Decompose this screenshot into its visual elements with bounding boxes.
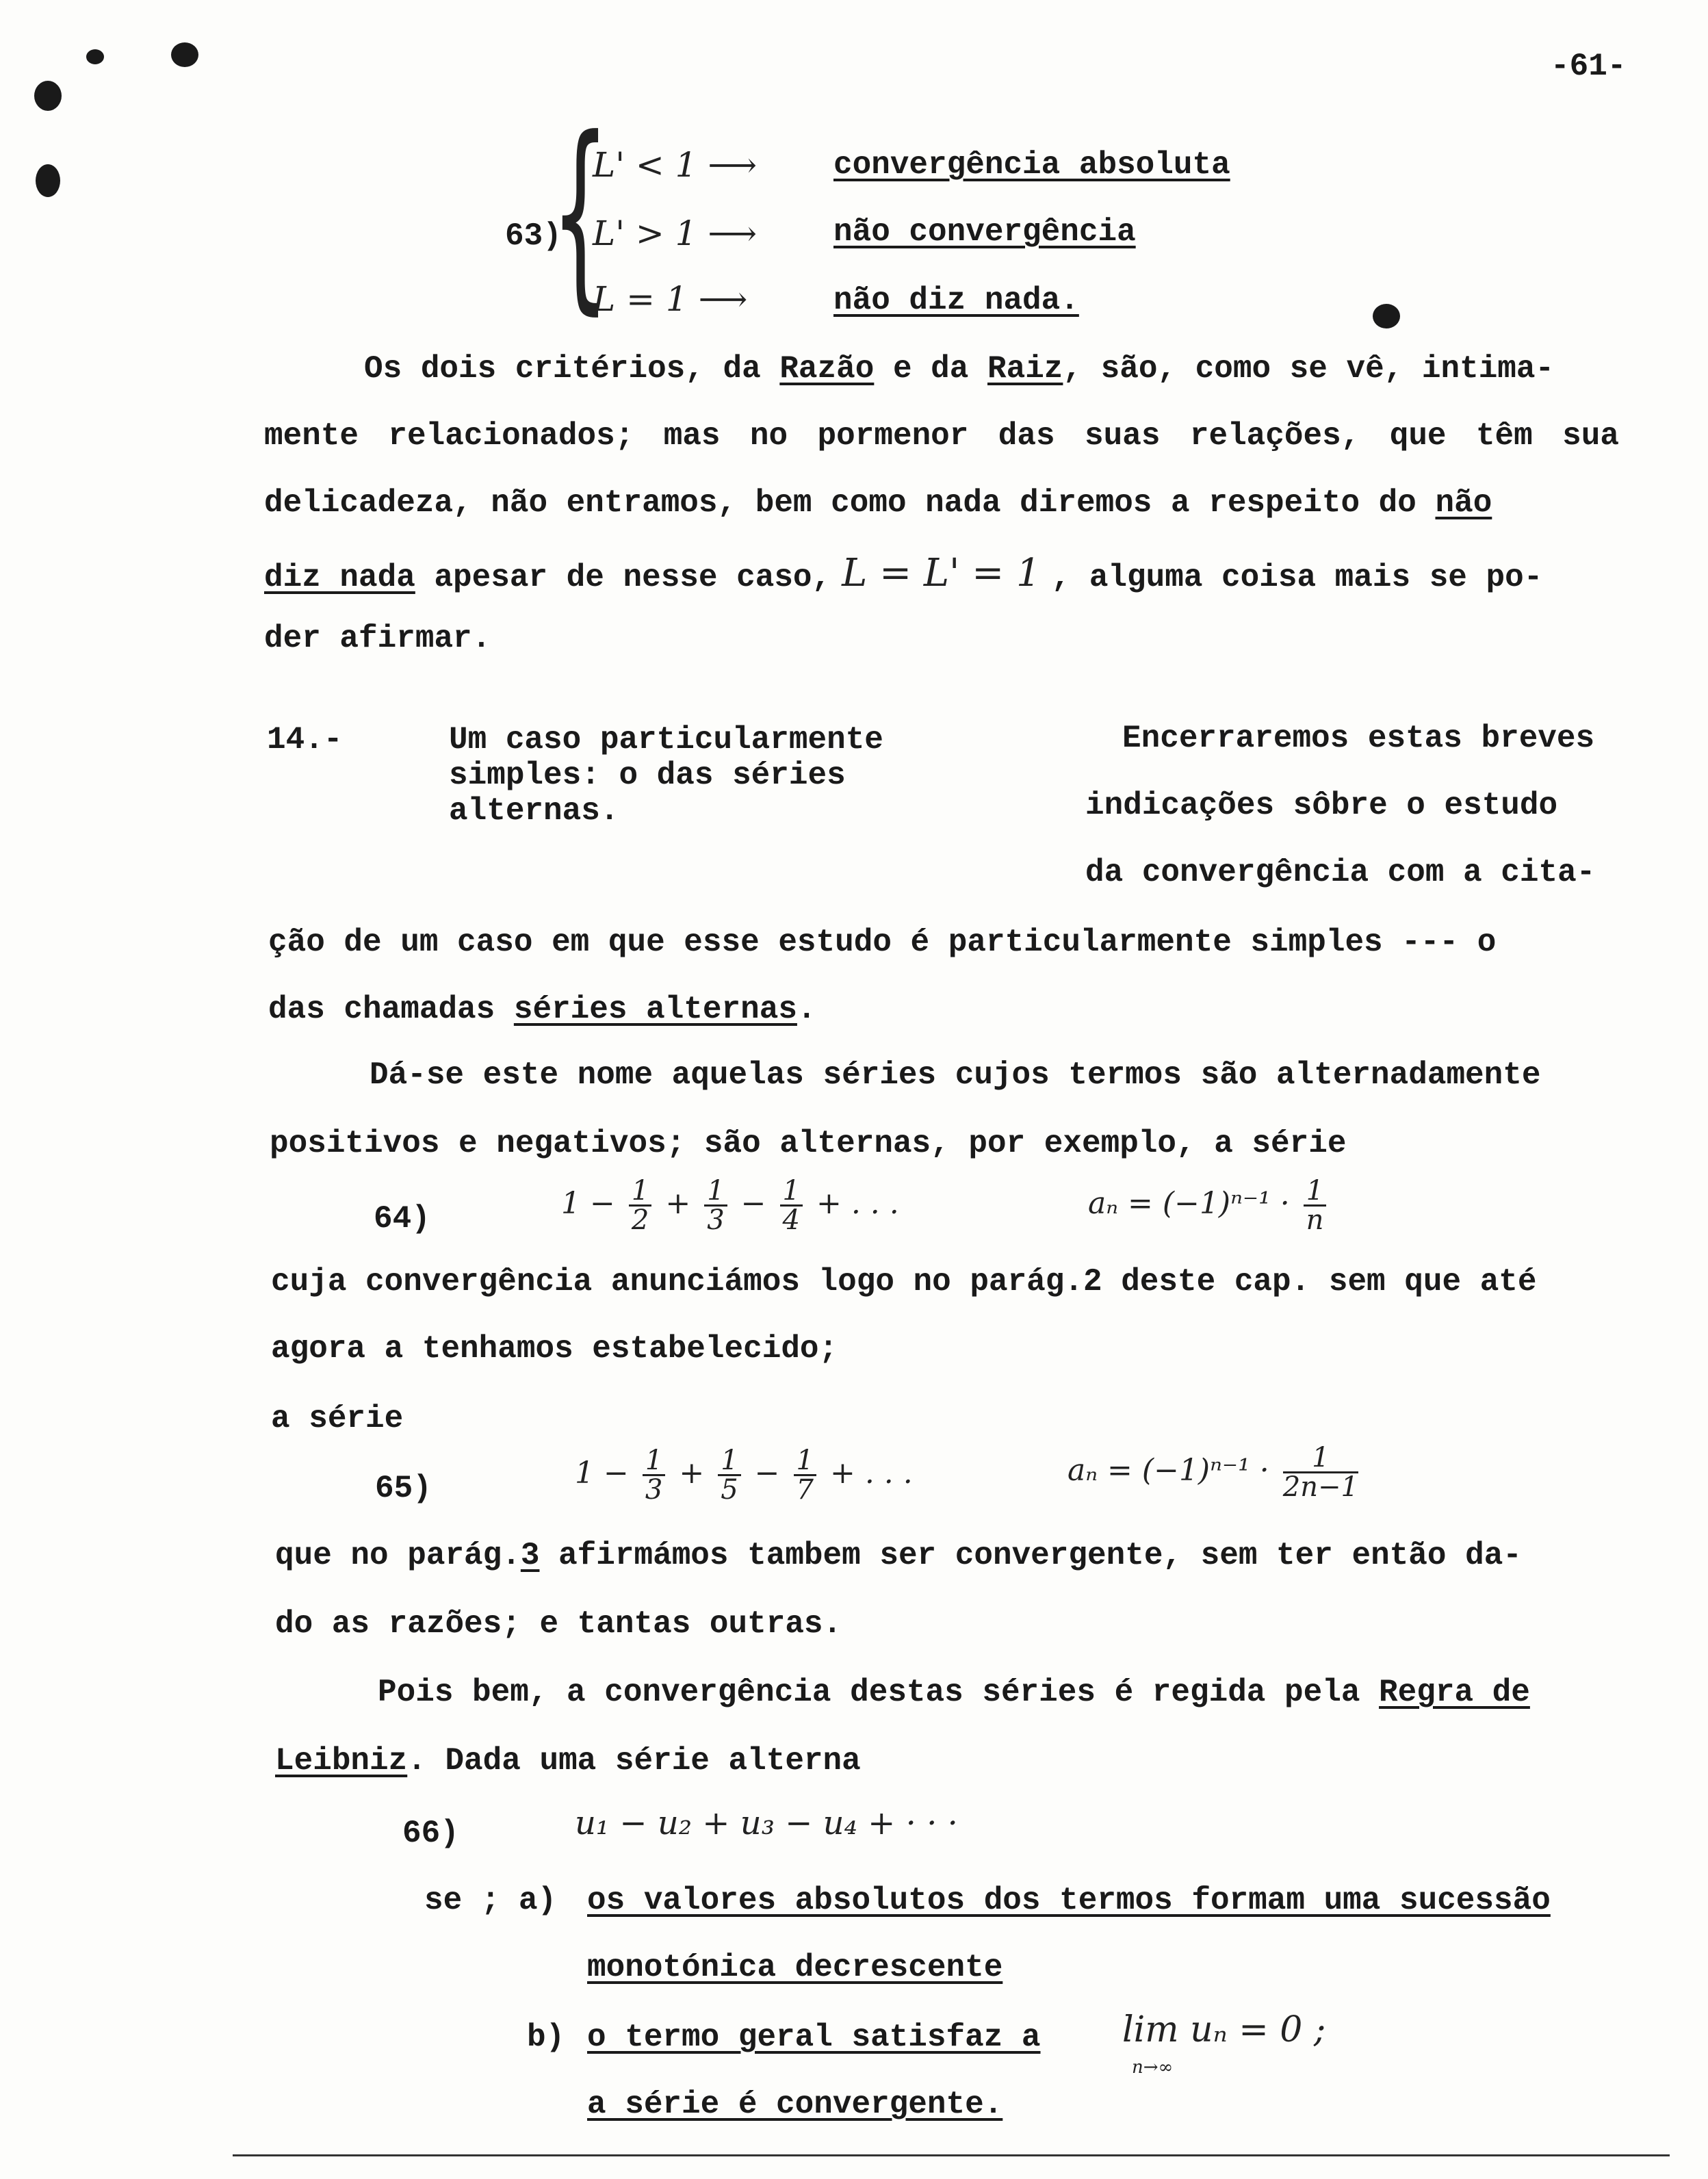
para1-line4: diz nada apesar de nesse caso, L = L' = 1 , alguma coisa mais se po- <box>264 551 1543 595</box>
crit-r2-rhs: não convergência <box>833 214 1136 250</box>
para1-line1: Os dois critérios, da Razão e da Raiz, são, como se vê, intima- <box>364 351 1555 387</box>
para1-line5: der afirmar. <box>264 621 491 656</box>
razao-term: Razão <box>779 351 875 387</box>
page-number: -61- <box>1551 49 1627 84</box>
para4-line2: agora a tenhamos estabelecido; <box>271 1331 838 1367</box>
eq-64-label: 64) <box>374 1201 430 1237</box>
leibniz-conclusion: a série é convergente. <box>587 2087 1003 2122</box>
leibniz-cond-a-line2: monotónica decrescente <box>587 1950 1003 1985</box>
section-title-line3: alternas. <box>449 793 619 829</box>
crit-r1-lhs: L' < 1 ⟶ <box>593 145 758 185</box>
criterion-brace: { <box>551 94 610 333</box>
para5-line1: que no parág.3 afirmámos tambem ser convergente, sem ter então da- <box>275 1538 1522 1573</box>
punch-hole-mark <box>86 49 104 64</box>
para5-line2: do as razões; e tantas outras. <box>275 1606 842 1642</box>
eq-63-label: 63) <box>505 218 562 254</box>
crit-r3-rhs: não diz nada. <box>833 283 1079 318</box>
section-number: 14.- <box>267 722 343 758</box>
eq-64-general-term: aₙ = (−1)ⁿ⁻¹ · $\frac{1}{n}$ <box>1088 1177 1330 1234</box>
para6-line1: Pois bem, a convergência destas séries é regida pela Regra de <box>378 1675 1530 1710</box>
section-text-r3: da convergência com a cita- <box>1085 855 1596 890</box>
equality-math: L = L' = 1 <box>842 551 1041 595</box>
eq-65-general-term: aₙ = (−1)ⁿ⁻¹ · $\frac{1}{2n-1}$ <box>1068 1442 1358 1503</box>
leibniz-b-label: b) <box>527 2020 565 2055</box>
raiz-term: Raiz <box>987 351 1063 387</box>
para4-line1: cuja convergência anunciámos logo no parág.2 deste cap. sem que até <box>271 1264 1537 1300</box>
bottom-rule <box>233 2154 1670 2156</box>
section-text-r2: indicações sôbre o estudo <box>1085 788 1558 823</box>
para3-line1: Dá-se este nome aquelas séries cujos termos são alternadamente <box>370 1057 1541 1093</box>
eq-66-series: u₁ − u₂ + u₃ − u₄ + · · · <box>575 1804 958 1842</box>
leibniz-cond-b: o termo geral satisfaz a <box>587 2020 1041 2055</box>
section-title-line2: simples: o das séries <box>449 758 846 793</box>
para1-line3: delicadeza, não entramos, bem como nada diremos a respeito do não <box>264 485 1492 521</box>
para1-line2: mente relacionados; mas no pormenor das suas relações, que têm sua <box>264 418 1619 454</box>
leibniz-limit: lim uₙ = 0 ; <box>1122 2009 1326 2050</box>
para4-line3: a série <box>271 1401 404 1436</box>
punch-hole-mark <box>36 164 60 197</box>
crit-r2-lhs: L' > 1 ⟶ <box>593 214 758 253</box>
eq-64-series: 1 − $\frac{1}{2}$ + $\frac{1}{3}$ − $\frac{1}{4}$ + . . . <box>561 1175 899 1236</box>
leibniz-limit-sub: n→∞ <box>1132 2057 1174 2078</box>
crit-r3-lhs: L = 1 ⟶ <box>593 279 748 319</box>
section-text-l5: das chamadas séries alternas. <box>268 992 816 1027</box>
eq-65-series: 1 − $\frac{1}{3}$ + $\frac{1}{5}$ − $\frac{1}{7}$ + . . . <box>575 1445 913 1506</box>
eq-65-label: 65) <box>375 1471 432 1506</box>
eq-66-label: 66) <box>402 1816 459 1851</box>
section-text-r1: Encerraremos estas breves <box>1122 721 1595 756</box>
para3-line2: positivos e negativos; são alternas, por exemplo, a série <box>270 1126 1347 1161</box>
section-title-line1: Um caso particularmente <box>449 722 883 758</box>
section-text-l4: ção de um caso em que esse estudo é particularmente simples --- o <box>268 925 1497 960</box>
para6-line2: Leibniz. Dada uma série alterna <box>275 1743 861 1779</box>
punch-hole-mark <box>34 81 62 111</box>
ink-blot <box>1373 304 1400 328</box>
leibniz-se-a: se ; a) <box>424 1883 557 1918</box>
crit-r1-rhs: convergência absoluta <box>833 147 1230 183</box>
punch-hole-mark <box>171 42 198 67</box>
leibniz-cond-a-line1: os valores absolutos dos termos formam uma sucessão <box>587 1883 1551 1918</box>
